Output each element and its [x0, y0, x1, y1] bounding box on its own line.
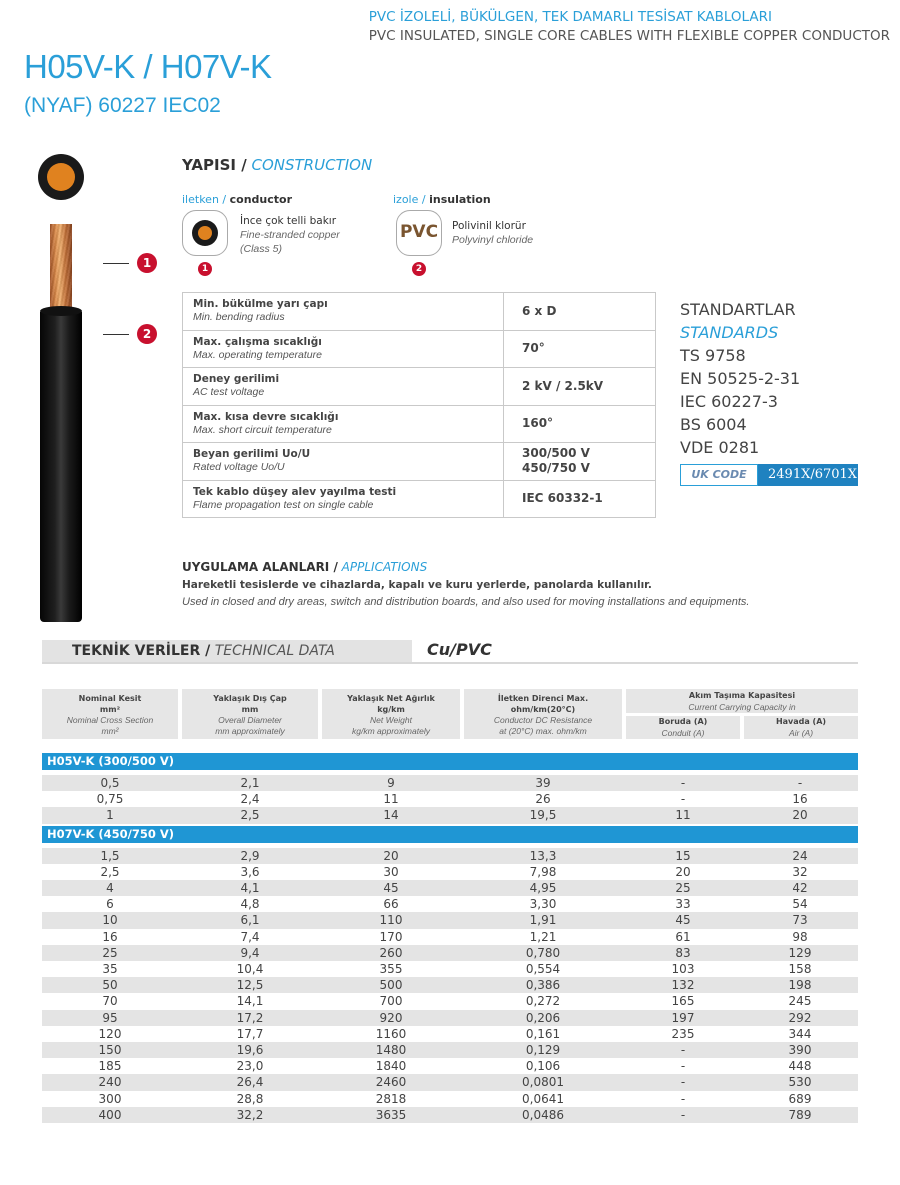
- table-cell: 13,3: [529, 848, 557, 863]
- table-cell: 0,161: [525, 1026, 561, 1041]
- insulation-label-en: insulation: [429, 193, 491, 206]
- table-row: [42, 993, 858, 1009]
- construction-title-en: CONSTRUCTION: [251, 156, 373, 174]
- table-cell: 150: [98, 1043, 122, 1057]
- table-cell: 198: [788, 978, 812, 993]
- table-row: [42, 912, 858, 928]
- table-row: [42, 1026, 858, 1042]
- table-cell: 10: [102, 913, 118, 928]
- table-cell: 2,9: [240, 848, 260, 863]
- column-header-air: Havada (A) Air (A): [744, 716, 858, 739]
- standards-title-en: STANDARDS: [680, 323, 779, 342]
- table-cell: 95: [102, 1010, 118, 1025]
- table-cell: 15: [675, 848, 691, 863]
- table-cell: 0,780: [525, 945, 561, 960]
- standard-item: VDE 0281: [680, 438, 760, 457]
- insulation-desc-tr: Polivinil klorür: [452, 220, 526, 232]
- property-label: [183, 368, 504, 406]
- property-label-en: Max. short circuit temperature: [193, 423, 332, 436]
- table-cell: 2,5: [240, 808, 260, 823]
- property-label-tr: Tek kablo düşey alev yayılma testi: [193, 485, 397, 498]
- table-cell: 0,0641: [522, 1091, 564, 1106]
- table-cell: 689: [788, 1091, 812, 1106]
- cable-cross-section-image: [38, 154, 84, 200]
- table-row: [42, 791, 858, 807]
- property-label: [183, 293, 504, 331]
- standards-block: [680, 298, 800, 459]
- table-cell: 4,8: [240, 897, 260, 912]
- cable-copper-conductor-image: [50, 224, 72, 314]
- cable-insulation-image: [40, 312, 82, 622]
- standard-item: EN 50525-2-31: [680, 369, 801, 388]
- table-cell: 0,554: [525, 962, 561, 976]
- property-label-en: Flame propagation test on single cable: [193, 498, 374, 511]
- table-cell: 66: [383, 897, 399, 912]
- table-cell: 24: [792, 848, 808, 863]
- property-value: [504, 293, 656, 331]
- table-row: [42, 1074, 858, 1090]
- property-label-en: Rated voltage Uo/U: [193, 461, 285, 474]
- table-cell: 61: [675, 929, 691, 944]
- table-cell: 32: [792, 864, 808, 879]
- marker-line-2: [103, 334, 129, 335]
- pvc-icon-text: PVC: [399, 222, 439, 242]
- conductor-badge: 1: [198, 262, 212, 276]
- applications-text-tr: Hareketli tesislerde ve cihazlarda, kapalı ve kuru yerlerde, panolarda kullanılır.: [182, 579, 652, 591]
- table-cell: 170: [379, 929, 403, 944]
- table-row: [42, 945, 858, 961]
- property-row: [183, 293, 656, 331]
- table-row: [42, 977, 858, 993]
- table-cell: -: [797, 776, 803, 790]
- table-cell: 789: [788, 1107, 812, 1122]
- table-cell: 197: [671, 1010, 695, 1025]
- column-header-conduit: Boruda (A) Conduit (A): [626, 716, 740, 739]
- technical-data-header: [42, 640, 858, 664]
- table-cell: 448: [788, 1059, 812, 1074]
- table-cell: 45: [383, 881, 399, 895]
- table-cell: 920: [379, 1010, 403, 1025]
- table-row: [42, 1010, 858, 1026]
- property-value: [504, 368, 656, 406]
- marker-line-1: [103, 263, 129, 264]
- conductor-desc-tr: İnce çok telli bakır: [240, 215, 337, 227]
- table-cell: 42: [792, 881, 808, 895]
- table-cell: 165: [671, 994, 695, 1009]
- technical-data-title: [72, 643, 335, 659]
- table-cell: 33: [675, 897, 691, 912]
- table-cell: 98: [792, 929, 808, 944]
- property-label-tr: Max. kısa devre sıcaklığı: [193, 410, 339, 423]
- product-title: H05V-K / H07V-K: [24, 48, 272, 85]
- table-cell: 11: [383, 792, 399, 807]
- property-label-en: Min. bending radius: [193, 311, 285, 324]
- table-cell: 35: [102, 962, 118, 976]
- property-value: [504, 405, 656, 443]
- insulation-description: [452, 219, 533, 247]
- table-row: [42, 864, 858, 880]
- property-value: [504, 443, 656, 481]
- table-cell: 0,0801: [522, 1075, 564, 1090]
- table-cell: 17,7: [236, 1026, 264, 1041]
- property-row: [183, 480, 656, 518]
- table-cell: 3,6: [240, 864, 260, 879]
- table-cell: 26: [535, 792, 551, 807]
- table-cell: 7,98: [529, 864, 557, 879]
- property-label-tr: Max. çalışma sıcaklığı: [193, 335, 322, 348]
- table-cell: 50: [102, 978, 118, 993]
- insulation-label-tr: izole /: [393, 193, 426, 206]
- column-header-cross-section: Nominal Kesit mm² Nominal Cross Section mm²: [42, 689, 178, 739]
- property-row: [183, 368, 656, 406]
- table-cell: 0,75: [96, 792, 124, 807]
- property-label-en: AC test voltage: [193, 386, 265, 399]
- table-cell: 30: [383, 864, 399, 879]
- table-cell: 3635: [375, 1107, 407, 1122]
- property-value-line: 160°: [522, 416, 554, 431]
- uk-code-badge: [680, 464, 858, 486]
- table-cell: 0,272: [525, 994, 561, 1009]
- table-cell: 19,6: [236, 1043, 264, 1057]
- table-cell: 2,1: [240, 776, 260, 790]
- table-row: [42, 880, 858, 896]
- table-cell: 54: [792, 897, 808, 912]
- table-cell: 12,5: [236, 978, 264, 993]
- conductor-description: [240, 214, 340, 256]
- applications-title-tr: UYGULAMA ALANLARI /: [182, 560, 338, 574]
- table-cell: 245: [788, 994, 812, 1009]
- group-header: H05V-K (300/500 V): [42, 753, 858, 770]
- table-cell: 0,206: [525, 1010, 561, 1025]
- pvc-icon: [396, 210, 442, 256]
- property-row: [183, 443, 656, 481]
- table-cell: 1840: [375, 1059, 407, 1074]
- table-cell: 20: [792, 808, 808, 823]
- conductor-desc-class: (Class 5): [240, 243, 283, 255]
- table-cell: 1160: [375, 1026, 407, 1041]
- product-subtitle: (NYAF) 60227 IEC02: [24, 94, 221, 117]
- table-cell: 132: [671, 978, 695, 993]
- table-cell: 1,91: [529, 913, 557, 928]
- standard-item: TS 9758: [680, 346, 746, 365]
- table-cell: 45: [675, 913, 691, 928]
- table-row: [42, 848, 858, 864]
- table-cell: 25: [102, 945, 118, 960]
- header-line-tr: PVC İZOLELİ, BÜKÜLGEN, TEK DAMARLI TESİSAT KABLOLARI: [368, 9, 772, 25]
- table-cell: 3,30: [529, 897, 557, 912]
- standards-title-tr: STANDARTLAR: [680, 300, 796, 319]
- table-cell: 70: [102, 994, 118, 1009]
- construction-title: [182, 156, 372, 174]
- table-cell: 14,1: [236, 994, 264, 1009]
- table-cell: -: [680, 776, 686, 790]
- table-cell: 0,386: [525, 978, 561, 993]
- table-cell: 158: [788, 962, 812, 976]
- table-cell: -: [680, 1043, 686, 1057]
- table-cell: 73: [792, 913, 808, 928]
- table-cell: 11: [675, 808, 691, 823]
- table-cell: 6: [106, 897, 114, 912]
- property-label: [183, 405, 504, 443]
- applications-title-en: APPLICATIONS: [341, 560, 428, 574]
- table-cell: 4,95: [529, 881, 557, 895]
- table-cell: 2,4: [240, 792, 260, 807]
- property-value-line: 300/500 V: [522, 446, 590, 461]
- conductor-label-tr: iletken /: [182, 193, 227, 206]
- table-cell: 83: [675, 945, 691, 960]
- property-label: [183, 330, 504, 368]
- table-cell: 1480: [375, 1043, 407, 1057]
- table-row: [42, 1042, 858, 1058]
- table-cell: 0,0486: [522, 1107, 564, 1122]
- table-cell: 7,4: [240, 929, 260, 944]
- header-caption: [369, 8, 890, 46]
- table-cell: 500: [379, 978, 403, 993]
- table-cell: 4: [106, 881, 114, 895]
- insulation-desc-en: Polyvinyl chloride: [452, 234, 534, 246]
- table-cell: 39: [535, 776, 551, 790]
- table-cell: 20: [383, 848, 399, 863]
- table-cell: 19,5: [529, 808, 557, 823]
- table-cell: 1,21: [529, 929, 557, 944]
- table-cell: 344: [788, 1026, 812, 1041]
- table-cell: 20: [675, 864, 691, 879]
- applications-title: [182, 560, 427, 574]
- table-cell: 120: [98, 1026, 122, 1041]
- property-label-tr: Deney gerilimi: [193, 373, 280, 386]
- table-cell: 355: [379, 962, 403, 976]
- table-cell: 110: [379, 913, 403, 928]
- standard-item: IEC 60227-3: [680, 392, 778, 411]
- table-cell: 23,0: [236, 1059, 264, 1074]
- property-label: [183, 480, 504, 518]
- uk-code-label: UK CODE: [680, 464, 758, 486]
- property-label: [183, 443, 504, 481]
- conductor-icon: [182, 210, 228, 256]
- table-cell: 390: [788, 1043, 812, 1057]
- properties-table: [182, 292, 656, 518]
- table-cell: 185: [98, 1059, 122, 1074]
- property-value-line: 450/750 V: [522, 461, 590, 476]
- insulation-label: [393, 193, 491, 206]
- table-row: [42, 1107, 858, 1123]
- table-cell: 1,5: [100, 848, 120, 863]
- table-cell: 300: [98, 1091, 122, 1106]
- property-value: [504, 480, 656, 518]
- property-label-en: Max. operating temperature: [193, 348, 322, 361]
- table-cell: 26,4: [236, 1075, 264, 1090]
- table-cell: 0,106: [525, 1059, 561, 1074]
- column-header-weight: Yaklaşık Net Ağırlık kg/km Net Weight kg/km approximately: [322, 689, 460, 739]
- table-cell: -: [680, 1059, 686, 1074]
- table-cell: 6,1: [240, 913, 260, 928]
- column-header-diameter: Yaklaşık Dış Çap mm Overall Diameter mm approximately: [182, 689, 318, 739]
- column-header-resistance: İletken Direnci Max. ohm/km(20°C) Conductor DC Resistance at (20°C) max. ohm/km: [464, 689, 622, 739]
- construction-title-tr: YAPISI /: [182, 156, 247, 174]
- table-cell: 129: [788, 945, 812, 960]
- table-row: [42, 961, 858, 977]
- conductor-label-en: conductor: [229, 193, 292, 206]
- table-cell: 4,1: [240, 881, 260, 895]
- table-cell: 103: [671, 962, 695, 976]
- table-cell: 0,5: [100, 776, 120, 790]
- property-row: [183, 330, 656, 368]
- table-cell: 0,129: [525, 1043, 561, 1057]
- standard-item: BS 6004: [680, 415, 747, 434]
- table-cell: -: [680, 1107, 686, 1122]
- marker-badge-2: 2: [137, 324, 157, 344]
- table-cell: -: [680, 792, 686, 807]
- table-cell: 2460: [375, 1075, 407, 1090]
- property-value: [504, 330, 656, 368]
- property-value-line: 6 x D: [522, 303, 557, 318]
- insulation-badge: 2: [412, 262, 426, 276]
- table-cell: 700: [379, 994, 403, 1009]
- column-header-current: Akım Taşıma Kapasitesi Current Carrying Capacity in: [626, 689, 858, 713]
- table-cell: 1: [106, 808, 114, 823]
- material-label: Cu/PVC: [427, 640, 492, 659]
- table-cell: 17,2: [236, 1010, 264, 1025]
- table-cell: 16: [792, 792, 808, 807]
- table-cell: 25: [675, 881, 691, 895]
- table-cell: -: [680, 1091, 686, 1106]
- table-row: [42, 896, 858, 912]
- table-cell: 9,4: [240, 945, 260, 960]
- marker-badge-1: 1: [137, 253, 157, 273]
- uk-code-value: 2491X/6701X: [758, 464, 858, 486]
- table-row: [42, 807, 858, 823]
- technical-title-en: TECHNICAL DATA: [214, 643, 335, 659]
- table-cell: 530: [788, 1075, 812, 1090]
- table-cell: 28,8: [236, 1091, 264, 1106]
- property-value-line: 70°: [522, 341, 545, 356]
- table-cell: 9: [387, 776, 395, 790]
- property-label-tr: Min. bükülme yarı çapı: [193, 298, 328, 311]
- table-cell: 2818: [375, 1091, 407, 1106]
- property-value-line: IEC 60332-1: [522, 491, 603, 506]
- table-row: [42, 1058, 858, 1074]
- header-line-en: PVC INSULATED, SINGLE CORE CABLES WITH FLEXIBLE COPPER CONDUCTOR: [368, 28, 890, 44]
- table-cell: 292: [788, 1010, 812, 1025]
- conductor-desc-en: Fine-stranded copper: [240, 229, 340, 241]
- table-cell: 400: [98, 1107, 122, 1122]
- table-cell: 240: [98, 1075, 122, 1090]
- table-cell: 14: [383, 808, 399, 823]
- property-label-tr: Beyan gerilimi Uo/U: [193, 448, 311, 461]
- property-row: [183, 405, 656, 443]
- conductor-label: [182, 193, 292, 206]
- table-cell: 260: [379, 945, 403, 960]
- table-cell: 32,2: [236, 1107, 264, 1122]
- table-cell: 16: [102, 929, 118, 944]
- applications-text-en: Used in closed and dry areas, switch and distribution boards, and also used for moving installations and equipments.: [182, 596, 750, 608]
- table-row: [42, 929, 858, 945]
- property-value-line: 2 kV / 2.5kV: [522, 378, 604, 393]
- table-row: [42, 775, 858, 791]
- technical-title-tr: TEKNİK VERİLER /: [72, 643, 211, 659]
- table-cell: 2,5: [100, 864, 120, 879]
- table-cell: 235: [671, 1026, 695, 1041]
- table-cell: 10,4: [236, 962, 264, 976]
- table-row: [42, 1091, 858, 1107]
- table-cell: -: [680, 1075, 686, 1090]
- group-header: H07V-K (450/750 V): [42, 826, 858, 843]
